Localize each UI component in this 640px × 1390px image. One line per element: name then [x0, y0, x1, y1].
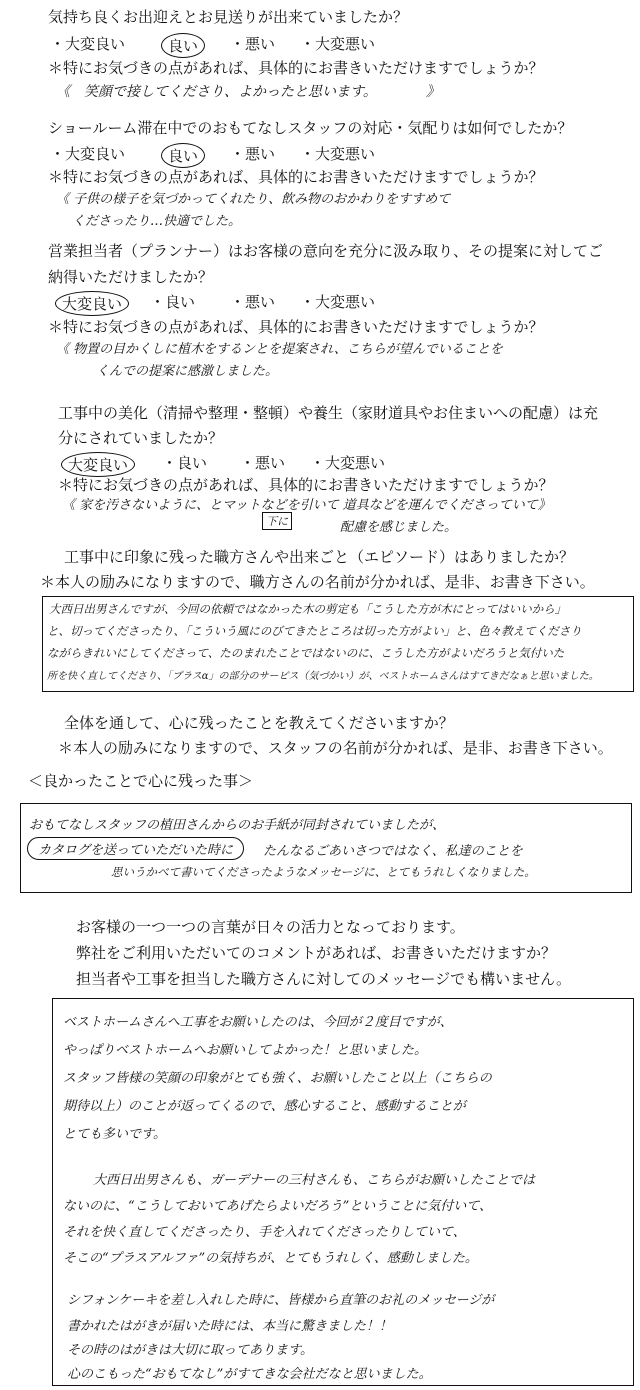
q3-prompt: ＊特にお気づきの点があれば、具体的にお書きいただけますでしょうか？: [48, 318, 544, 336]
q5-prompt: ＊本人の励みになりますので、職方さんの名前が分かれば、是非、お書き下さい。: [40, 573, 595, 591]
q5-answer-line4: 所を快く直してくださり、「プラスα」の部分のサービス（気づかい）が、ベストホームさんはすてきだなぁと思いました。: [47, 671, 599, 682]
q1-option-good-selected[interactable]: 良い: [161, 33, 205, 58]
q4-option-very-good-selected[interactable]: 大変良い: [61, 452, 135, 477]
q3-option-good[interactable]: ・良い: [150, 293, 196, 311]
q5-question: 工事中に印象に残った職方さんや出来ごと（エピソード）はありましたか？: [64, 548, 575, 566]
q6-answer-circled-phrase: カタログを送っていただいた時に: [27, 837, 244, 860]
q7-answer-line9: そこの“プラスアルファ”の気持ちが、とてもうれしく、感動しました。: [63, 1251, 478, 1266]
q7-answer-line7: ないのに、“こうしておいてあげたらよいだろう”ということに気付いて、: [63, 1199, 493, 1214]
q2-option-very-good[interactable]: ・大変良い: [50, 145, 126, 163]
q7-answer-line12: その時のはがきは大切に取ってあります。: [67, 1343, 313, 1358]
q4-prompt: ＊特にお気づきの点があれば、具体的にお書きいただけますでしょうか？: [58, 476, 554, 494]
q3-answer-line2: くんでの提案に感激しました。: [96, 364, 279, 379]
q7-answer-line13: 心のこもった“おもてなし”がすてきな会社だなと思いました。: [67, 1367, 432, 1382]
q1-question: 気持ち良くお出迎えとお見送りが出来ていましたか？: [48, 8, 409, 26]
q7-answer-line1: ベストホームさんへ工事をお願いしたのは、今回が２度目ですが、: [63, 1015, 453, 1030]
q6-answer-box: [20, 803, 632, 893]
q3-question-line1: 営業担当者（プランナー）はお客様の意向を充分に汲み取り、その提案に対してご: [48, 242, 604, 260]
q2-option-very-bad[interactable]: ・大変悪い: [300, 145, 376, 163]
q1-options: [0, 33, 640, 55]
q7-answer-line4: 期待以上）のことが返ってくるので、感心すること、感動することが: [63, 1099, 466, 1114]
q3-answer-line1: 《 物置の目かくしに植木をするンとを提案され、こちらが望んでいることを: [56, 342, 503, 357]
q4-question-line2: 分にされていましたか？: [58, 429, 224, 447]
q2-option-good-selected[interactable]: 良い: [161, 143, 205, 168]
q4-answer-line2: 配慮を感じました。: [340, 520, 458, 535]
q3-question-line2: 納得いただけましたか？: [48, 268, 214, 286]
q3-option-very-good-selected[interactable]: 大変良い: [55, 291, 129, 316]
q7-answer-line6: 大西日出男さんも、ガーデナーの三村さんも、こちらがお願いしたことでは: [93, 1173, 536, 1188]
q7-line1: お客様の一つ一つの言葉が日々の活力となっております。: [76, 918, 465, 936]
q2-answer-line2: くださったり…快適でした。: [72, 214, 242, 229]
q3-option-bad[interactable]: ・悪い: [230, 293, 276, 311]
q3-option-very-bad[interactable]: ・大変悪い: [300, 293, 376, 311]
q7-answer-box: [52, 998, 634, 1386]
q2-options: [0, 143, 640, 165]
q7-answer-line10: シフォンケーキを差し入れした時に、皆様から直筆のお礼のメッセージが: [67, 1293, 495, 1308]
q4-option-good[interactable]: ・良い: [162, 454, 208, 472]
q7-answer-line5: とても多いです。: [63, 1127, 166, 1142]
q6-question: 全体を通して、心に残ったことを教えてくださいますか？: [64, 714, 454, 732]
q2-prompt: ＊特にお気づきの点があれば、具体的にお書きいただけますでしょうか？: [48, 168, 544, 186]
q5-answer-line3: ながらきれいにしてくださって、たのまれたことではないのに、こうした方がよいだろうと気付いた: [47, 646, 565, 660]
q6-prompt: ＊本人の励みになりますので、スタッフの名前が分かれば、是非、お書き下さい。: [58, 739, 613, 757]
q1-prompt: ＊特にお気づきの点があれば、具体的にお書きいただけますでしょうか？: [48, 59, 544, 77]
q4-question-line1: 工事中の美化（清掃や整理・整頓）や養生（家財道具やお住まいへの配慮）は充: [58, 404, 599, 422]
q4-option-bad[interactable]: ・悪い: [240, 454, 286, 472]
q6-answer-line3: 思いうかべて書いてくださったようなメッセージに、とてもうれしくなりました。: [111, 865, 536, 879]
q5-answer-line2: と、切ってくださったり、「こういう風にのびてきたところは切った方がよい」と、色々教えてくださり: [47, 624, 582, 638]
q4-answer-note: 下に: [262, 512, 292, 530]
q4-option-very-bad[interactable]: ・大変悪い: [310, 454, 386, 472]
q7-answer-line8: それを快く直してくださったり、手を入れてくださったりしていて、: [63, 1225, 466, 1240]
q1-option-very-good[interactable]: ・大変良い: [50, 35, 126, 53]
q4-answer-line1: 《 家を汚さないように、とマットなどを引いて 道具などを運んでくださっていて》: [62, 498, 551, 513]
q5-answer-line1: 大西日出男さんですが、今回の依頼ではなかった木の剪定も「こうした方が木にとってはいいから」: [49, 602, 567, 616]
q1-option-very-bad[interactable]: ・大変悪い: [300, 35, 376, 53]
q5-answer-box: [42, 596, 634, 692]
q6-answer-line2: たんなるごあいさつではなく、私達のことを: [263, 844, 523, 859]
q7-answer-line11: 書かれたはがきが届いた時には、本当に驚きました！！: [67, 1319, 393, 1334]
q7-line2: 弊社をご利用いただいてのコメントがあれば、お書きいただけますか？: [76, 944, 557, 962]
q1-answer: 《 笑顔で接してくださり、よかったと思います。 》: [56, 84, 440, 100]
q6-answer-line1: おもてなしスタッフの植田さんからのお手紙が同封されていましたが、: [29, 818, 446, 833]
q1-option-bad[interactable]: ・悪い: [230, 35, 276, 53]
q6-section-label: ＜良かったことで心に残った事＞: [28, 772, 254, 790]
q7-line3: 担当者や工事を担当した職方さんに対してのメッセージでも構いません。: [76, 970, 572, 988]
q3-options: [0, 291, 640, 313]
q2-question: ショールーム滞在中でのおもてなしスタッフの対応・気配りは如何でしたか？: [48, 119, 573, 137]
q2-answer-line1: 《 子供の様子を気づかってくれたり、飲み物のおかわりをすすめて: [56, 192, 451, 207]
q7-answer-line2: やっぱりベストホームへお願いしてよかった！と思いました。: [63, 1043, 428, 1058]
q4-options: [0, 452, 640, 474]
q7-answer-line3: スタッフ皆様の笑顔の印象がとても強く、お願いしたこと以上（こちらの: [63, 1071, 492, 1086]
q2-option-bad[interactable]: ・悪い: [230, 145, 276, 163]
